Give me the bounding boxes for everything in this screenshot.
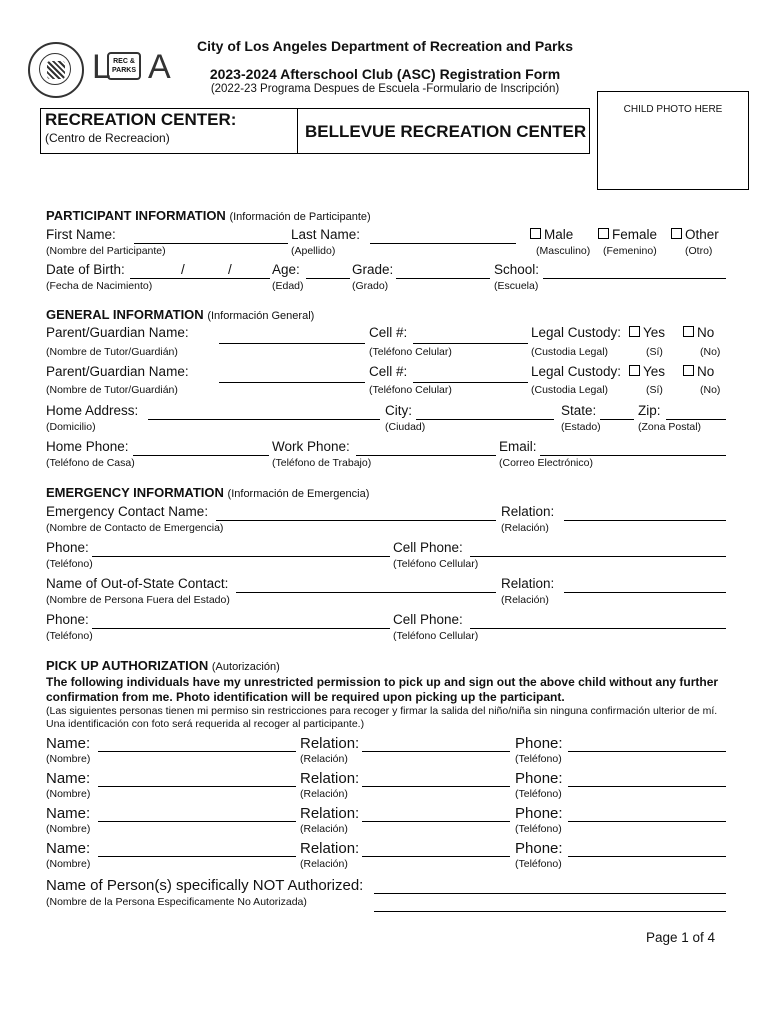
pickup3-name-label: Name: xyxy=(46,805,91,822)
custody1-yes-label: Yes xyxy=(643,325,666,340)
form-subtitle: (2022-23 Programa Despues de Escuela -Formulario de Inscripción) xyxy=(210,83,560,95)
pickup3-phone-es: (Teléfono) xyxy=(515,823,562,835)
recreation-center-value: BELLEVUE RECREATION CENTER xyxy=(305,122,587,141)
la-logo-letter-a: A xyxy=(148,48,171,86)
pickup2-relation-es: (Relación) xyxy=(300,788,348,800)
dob-field[interactable] xyxy=(130,278,270,279)
out-of-state-label-es: (Nombre de Persona Fuera del Estado) xyxy=(46,594,230,606)
pickup-statement-es: (Las siguientes personas tienen mi permiso sin restricciones para recoger y firmar la salida del niño/niña sin ninguna confirmación ulterior de mí. Una identificación con foto será requerida al recoger al participante.) xyxy=(46,705,718,730)
first-name-label: First Name: xyxy=(46,227,116,242)
custody2-yes-es: (Sí) xyxy=(646,384,663,396)
city-field[interactable] xyxy=(416,419,554,420)
pickup1-name-label: Name: xyxy=(46,735,91,752)
pickup4-relation-es: (Relación) xyxy=(300,858,348,870)
guardian1-custody-no[interactable] xyxy=(683,325,714,340)
state-field[interactable] xyxy=(600,419,634,420)
emergency-heading-text: EMERGENCY INFORMATION xyxy=(46,485,224,500)
email-label-es: (Correo Electrónico) xyxy=(499,457,593,469)
out-of-state-phone-label-es: (Teléfono) xyxy=(46,630,93,642)
emergency-phone-label-es: (Teléfono) xyxy=(46,558,93,570)
pickup-heading-text: PICK UP AUTHORIZATION xyxy=(46,658,209,673)
child-photo-box[interactable] xyxy=(597,91,749,190)
emergency-relation-label-es: (Relación) xyxy=(501,522,549,534)
email-label: Email: xyxy=(499,439,537,454)
participant-heading-es: (Información de Participante) xyxy=(229,211,371,223)
guardian1-custody-yes[interactable] xyxy=(629,325,665,340)
pickup4-name-field[interactable] xyxy=(98,856,296,857)
work-phone-field[interactable] xyxy=(356,455,496,456)
la-logo-letter-l: L xyxy=(92,48,111,86)
not-authorized-label: Name of Person(s) specifically NOT Authorized: xyxy=(46,877,364,894)
custody1-yes-checkbox[interactable] xyxy=(629,326,640,337)
emergency-relation-label: Relation: xyxy=(501,504,555,519)
pickup2-phone-label: Phone: xyxy=(515,770,563,787)
emergency-cell-label: Cell Phone: xyxy=(393,540,463,555)
out-of-state-phone-label: Phone: xyxy=(46,612,89,627)
custody2-no-checkbox[interactable] xyxy=(683,365,694,376)
zip-label: Zip: xyxy=(638,403,661,418)
gender-male-option[interactable] xyxy=(530,227,573,242)
home-phone-label-es: (Teléfono de Casa) xyxy=(46,457,135,469)
first-name-label-es: (Nombre del Participante) xyxy=(46,245,166,257)
school-label-es: (Escuela) xyxy=(494,280,539,292)
last-name-label-es: (Apellido) xyxy=(291,245,336,257)
pickup1-phone-field[interactable] xyxy=(568,751,726,752)
pickup-heading-es: (Autorización) xyxy=(211,661,280,673)
home-address-label-es: (Domicilio) xyxy=(46,421,96,433)
emergency-heading-es: (Información de Emergencia) xyxy=(227,488,370,500)
grade-label: Grade: xyxy=(352,262,394,277)
age-label-es: (Edad) xyxy=(272,280,304,292)
guardian2-cell-field[interactable] xyxy=(413,382,528,383)
participant-heading xyxy=(46,208,371,223)
custody1-no-checkbox[interactable] xyxy=(683,326,694,337)
city-label-es: (Ciudad) xyxy=(385,421,426,433)
email-field[interactable] xyxy=(540,455,726,456)
guardian2-custody-label: Legal Custody: xyxy=(531,364,622,379)
emergency-contact-label-es: (Nombre de Contacto de Emergencia) xyxy=(46,522,224,534)
emergency-contact-field[interactable] xyxy=(216,520,496,521)
city-label: City: xyxy=(385,403,412,418)
guardian2-custody-no[interactable] xyxy=(683,364,714,379)
recreation-center-divider xyxy=(297,108,298,154)
custody1-no-es: (No) xyxy=(700,346,721,358)
first-name-field[interactable] xyxy=(134,243,288,244)
female-label: Female xyxy=(612,227,658,242)
dob-slash-1: / xyxy=(181,262,185,277)
pickup4-phone-es: (Teléfono) xyxy=(515,858,562,870)
not-authorized-label-es: (Nombre de la Persona Especificamente No Autorizada) xyxy=(46,896,307,908)
guardian2-field[interactable] xyxy=(219,382,365,383)
last-name-label: Last Name: xyxy=(291,227,361,242)
pickup-statement: The following individuals have my unrestricted permission to pick up and sign out the above child without any further confirmation from me. Photo identification will be required upon picking up the participant. xyxy=(46,675,719,704)
pickup4-phone-field[interactable] xyxy=(568,856,726,857)
custody1-yes-es: (Sí) xyxy=(646,346,663,358)
pickup4-relation-field[interactable] xyxy=(362,856,510,857)
pickup3-phone-label: Phone: xyxy=(515,805,563,822)
pickup3-relation-es: (Relación) xyxy=(300,823,348,835)
pickup2-phone-es: (Teléfono) xyxy=(515,788,562,800)
guardian1-field[interactable] xyxy=(219,343,365,344)
pickup1-relation-es: (Relación) xyxy=(300,753,348,765)
guardian2-custody-yes[interactable] xyxy=(629,364,665,379)
emergency-contact-label: Emergency Contact Name: xyxy=(46,504,209,519)
male-checkbox[interactable] xyxy=(530,228,541,239)
pickup1-relation-label: Relation: xyxy=(300,735,360,752)
work-phone-label-es: (Teléfono de Trabajo) xyxy=(272,457,372,469)
out-of-state-relation-label-es: (Relación) xyxy=(501,594,549,606)
pickup3-phone-field[interactable] xyxy=(568,821,726,822)
participant-heading-text: PARTICIPANT INFORMATION xyxy=(46,208,226,223)
pickup3-name-field[interactable] xyxy=(98,821,296,822)
emergency-cell-label-es: (Teléfono Cellular) xyxy=(393,558,479,570)
guardian2-cell-label-es: (Teléfono Celular) xyxy=(369,384,452,396)
dob-label-es: (Fecha de Nacimiento) xyxy=(46,280,153,292)
guardian1-cell-label: Cell #: xyxy=(369,325,408,340)
male-label-es: (Masculino) xyxy=(536,245,591,257)
custody2-yes-checkbox[interactable] xyxy=(629,365,640,376)
custody2-no-es: (No) xyxy=(700,384,721,396)
age-field[interactable] xyxy=(306,278,350,279)
other-label: Other xyxy=(685,227,719,242)
out-of-state-label: Name of Out-of-State Contact: xyxy=(46,576,229,591)
pickup2-name-es: (Nombre) xyxy=(46,788,91,800)
guardian1-label: Parent/Guardian Name: xyxy=(46,325,189,340)
child-photo-label: CHILD PHOTO HERE xyxy=(623,104,723,115)
out-of-state-cell-label: Cell Phone: xyxy=(393,612,463,627)
out-of-state-field[interactable] xyxy=(236,592,496,593)
custody1-no-label: No xyxy=(697,325,715,340)
guardian1-custody-label-es: (Custodia Legal) xyxy=(531,346,609,358)
pickup3-relation-field[interactable] xyxy=(362,821,510,822)
pickup4-name-label: Name: xyxy=(46,840,91,857)
emergency-phone-label: Phone: xyxy=(46,540,89,555)
emergency-cell-field[interactable] xyxy=(470,556,726,557)
last-name-field[interactable] xyxy=(370,243,516,244)
pickup1-phone-label: Phone: xyxy=(515,735,563,752)
pickup4-relation-label: Relation: xyxy=(300,840,360,857)
out-of-state-cell-label-es: (Teléfono Cellular) xyxy=(393,630,479,642)
pickup2-relation-field[interactable] xyxy=(362,786,510,787)
home-phone-field[interactable] xyxy=(133,455,269,456)
guardian2-label-es: (Nombre de Tutor/Guardián) xyxy=(46,384,178,396)
gender-female-option[interactable] xyxy=(598,227,657,242)
recreation-center-label-es: (Centro de Recreacion) xyxy=(45,131,170,145)
age-label: Age: xyxy=(272,262,300,277)
general-heading-text: GENERAL INFORMATION xyxy=(46,307,204,322)
pickup1-phone-es: (Teléfono) xyxy=(515,753,562,765)
pickup2-phone-field[interactable] xyxy=(568,786,726,787)
recreation-center-label: RECREATION CENTER: xyxy=(45,110,237,129)
emergency-relation-field[interactable] xyxy=(564,520,726,521)
custody2-yes-label: Yes xyxy=(643,364,666,379)
emergency-heading xyxy=(46,485,369,500)
general-heading xyxy=(46,307,314,322)
other-checkbox[interactable] xyxy=(671,228,682,239)
guardian2-custody-label-es: (Custodia Legal) xyxy=(531,384,609,396)
emergency-phone-field[interactable] xyxy=(92,556,390,557)
state-label: State: xyxy=(561,403,597,418)
pickup2-relation-label: Relation: xyxy=(300,770,360,787)
guardian1-custody-label: Legal Custody: xyxy=(531,325,622,340)
pickup2-name-label: Name: xyxy=(46,770,91,787)
pickup2-name-field[interactable] xyxy=(98,786,296,787)
general-heading-es: (Información General) xyxy=(207,310,315,322)
guardian1-cell-label-es: (Teléfono Celular) xyxy=(369,346,452,358)
pickup4-name-es: (Nombre) xyxy=(46,858,91,870)
male-label: Male xyxy=(544,227,574,242)
custody2-no-label: No xyxy=(697,364,715,379)
guardian2-label: Parent/Guardian Name: xyxy=(46,364,189,379)
home-phone-label: Home Phone: xyxy=(46,439,129,454)
rec-parks-badge: REC & PARKS xyxy=(107,52,141,80)
org-title: City of Los Angeles Department of Recreation and Parks xyxy=(196,38,573,54)
guardian2-cell-label: Cell #: xyxy=(369,364,408,379)
out-of-state-relation-label: Relation: xyxy=(501,576,555,591)
out-of-state-relation-field[interactable] xyxy=(564,592,726,593)
zip-label-es: (Zona Postal) xyxy=(638,421,702,433)
form-title: 2023-2024 Afterschool Club (ASC) Registration Form xyxy=(209,66,561,82)
grade-label-es: (Grado) xyxy=(352,280,389,292)
school-field[interactable] xyxy=(543,278,726,279)
not-authorized-field-2[interactable] xyxy=(374,911,726,912)
home-address-label: Home Address: xyxy=(46,403,139,418)
zip-field[interactable] xyxy=(666,419,726,420)
pickup4-phone-label: Phone: xyxy=(515,840,563,857)
female-label-es: (Femenino) xyxy=(603,245,657,257)
dob-label: Date of Birth: xyxy=(46,262,125,277)
page-number: Page 1 of 4 xyxy=(646,930,716,945)
pickup1-name-es: (Nombre) xyxy=(46,753,91,765)
state-label-es: (Estado) xyxy=(561,421,601,433)
pickup-heading xyxy=(46,658,280,673)
pickup3-name-es: (Nombre) xyxy=(46,823,91,835)
other-label-es: (Otro) xyxy=(685,245,713,257)
gender-other-option[interactable] xyxy=(671,227,719,242)
female-checkbox[interactable] xyxy=(598,228,609,239)
grade-field[interactable] xyxy=(396,278,490,279)
pickup1-relation-field[interactable] xyxy=(362,751,510,752)
dob-slash-2: / xyxy=(228,262,232,277)
school-label: School: xyxy=(494,262,540,277)
out-of-state-phone-field[interactable] xyxy=(92,628,390,629)
guardian1-cell-field[interactable] xyxy=(413,343,528,344)
pickup3-relation-label: Relation: xyxy=(300,805,360,822)
out-of-state-cell-field[interactable] xyxy=(470,628,726,629)
work-phone-label: Work Phone: xyxy=(272,439,350,454)
home-address-field[interactable] xyxy=(148,419,380,420)
pickup1-name-field[interactable] xyxy=(98,751,296,752)
guardian1-label-es: (Nombre de Tutor/Guardián) xyxy=(46,346,178,358)
not-authorized-field-1[interactable] xyxy=(374,893,726,894)
